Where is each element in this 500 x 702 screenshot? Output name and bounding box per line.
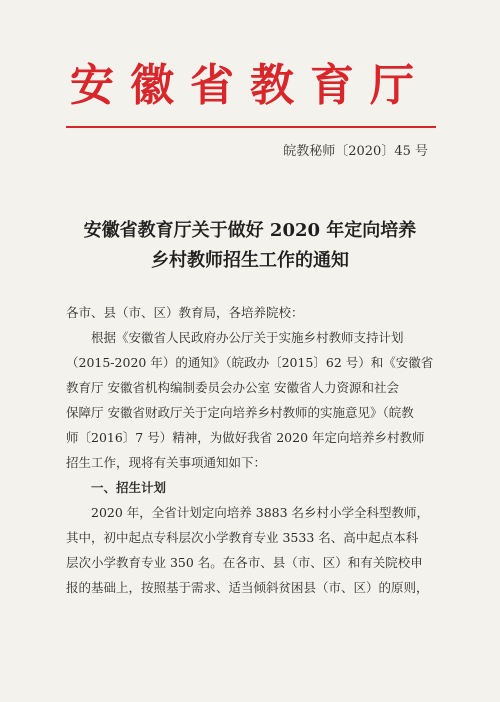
document-title-line: 乡村教师招生工作的通知 — [151, 250, 349, 271]
paragraph-line: 保障厅 安徽省财政厅关于定向培养乡村教师的实施意见》（皖教 — [66, 405, 414, 420]
salutation: 各市、县（市、区）教育局，各培养院校： — [66, 305, 304, 320]
paragraph-line: 其中，初中起点专科层次小学教育专业 3533 名、高中起点本科 — [66, 530, 419, 545]
document-number: 皖教秘师〔2020〕45 号 — [283, 144, 428, 159]
section-heading: 一、招生计划 — [91, 480, 167, 495]
paragraph-line: 师〔2016〕7 号）精神，为做好我省 2020 年定向培养乡村教师 — [66, 430, 425, 445]
red-divider-line — [66, 126, 436, 128]
issuing-authority-header: 安徽省教育厅 — [70, 60, 430, 111]
paragraph-line: 教育厅 安徽省机构编制委员会办公室 安徽省人力资源和社会 — [66, 380, 399, 395]
paragraph-line: 报的基础上，按照基于需求、适当倾斜贫困县（市、区）的原则， — [66, 580, 429, 595]
paragraph-line: （2015-2020 年）的通知》（皖政办〔2015〕62 号）和《安徽省 — [66, 355, 434, 370]
paragraph-line: 2020 年，全省计划定向培养 3883 名乡村小学全科型教师， — [91, 505, 430, 520]
document-title-line: 安徽省教育厅关于做好 2020 年定向培养 — [83, 220, 417, 241]
paragraph-line: 根据《安徽省人民政府办公厅关于实施乡村教师支持计划 — [91, 330, 404, 345]
paragraph-line: 招生工作，现将有关事项通知如下： — [66, 455, 267, 470]
document-body — [66, 300, 434, 600]
document-title — [0, 216, 500, 276]
paragraph-line: 层次小学教育专业 350 名。在各市、县（市、区）和有关院校申 — [66, 555, 423, 570]
